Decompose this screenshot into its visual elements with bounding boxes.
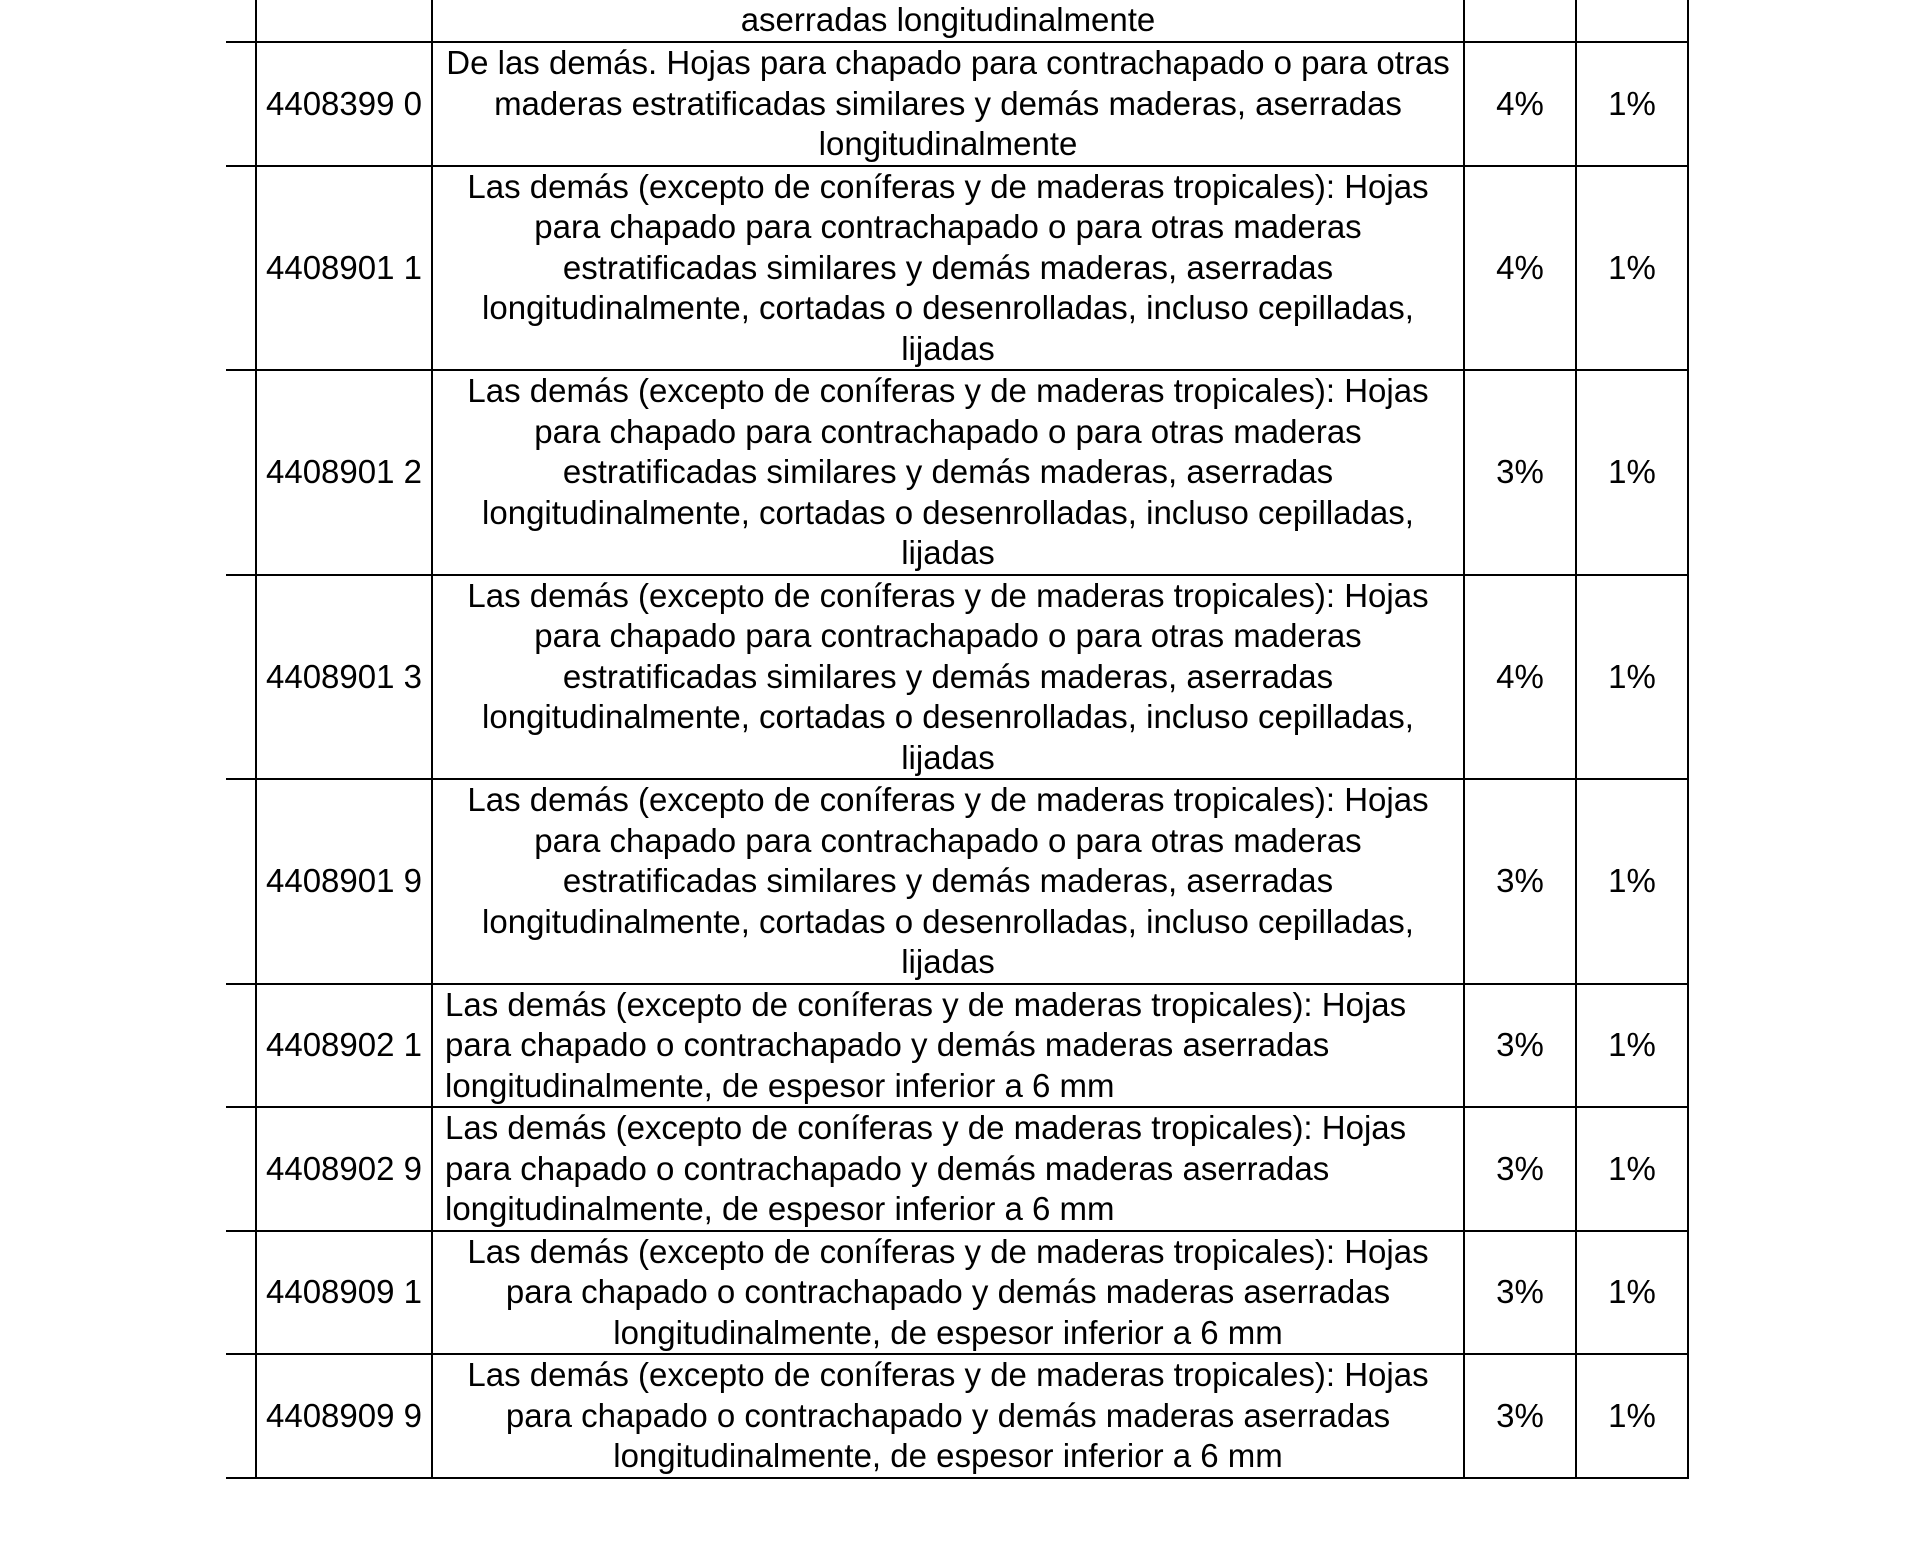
tariff-code-cell: 4408399 0 (256, 42, 432, 166)
description-cell: Las demás (excepto de coníferas y de maderas tropicales): Hojas para chapado o contrachapado y demás maderas aserradas longitudinalmente, de espesor inferior a 6 mm (432, 1231, 1464, 1355)
rate-1-cell: 3% (1464, 1107, 1576, 1231)
table-row (226, 370, 1688, 575)
rate-2-cell: 1% (1576, 575, 1688, 780)
rate-2-cell: 1% (1576, 166, 1688, 371)
rate-1-cell: 3% (1464, 370, 1576, 575)
rate-1-cell: 4% (1464, 166, 1576, 371)
rate-1-cell: 3% (1464, 779, 1576, 984)
description-cell: De las demás. Hojas para chapado para contrachapado o para otras maderas estratificadas similares y demás maderas, aserradas longitudinalmente (432, 42, 1464, 166)
rate-2-cell: 1% (1576, 779, 1688, 984)
table-row (226, 42, 1688, 166)
tariff-code-cell: 4408909 1 (256, 1231, 432, 1355)
tariff-code-cell: 4408909 9 (256, 1354, 432, 1478)
tariff-table (226, 0, 1689, 1479)
row-margin-cell (226, 0, 256, 42)
description-cell: Las demás (excepto de coníferas y de maderas tropicales): Hojas para chapado para contrachapado o para otras maderas estratificadas similares y demás maderas, aserradas longitudinalmente, cortadas o desenrolladas, incluso cepilladas, lijadas (432, 370, 1464, 575)
row-margin-cell (226, 575, 256, 780)
table-row (226, 575, 1688, 780)
table-row (226, 779, 1688, 984)
rate-1-cell: 3% (1464, 1231, 1576, 1355)
rate-1-cell: 4% (1464, 42, 1576, 166)
table-row (226, 1354, 1688, 1478)
rate-2-cell: 1% (1576, 42, 1688, 166)
rate-2-cell: 1% (1576, 1354, 1688, 1478)
table-row (226, 1107, 1688, 1231)
description-cell: Las demás (excepto de coníferas y de maderas tropicales): Hojas para chapado o contrachapado y demás maderas aserradas longitudinalmente, de espesor inferior a 6 mm (432, 1107, 1464, 1231)
tariff-code-cell: 4408901 1 (256, 166, 432, 371)
row-margin-cell (226, 1354, 256, 1478)
description-cell: Las demás (excepto de coníferas y de maderas tropicales): Hojas para chapado para contrachapado o para otras maderas estratificadas similares y demás maderas, aserradas longitudinalmente, cortadas o desenrolladas, incluso cepilladas, lijadas (432, 575, 1464, 780)
rate-2-cell: 1% (1576, 1107, 1688, 1231)
tariff-code-cell (256, 0, 432, 42)
table-row (226, 0, 1688, 42)
row-margin-cell (226, 1107, 256, 1231)
rate-1-cell: 3% (1464, 1354, 1576, 1478)
table-row (226, 166, 1688, 371)
description-cell: Las demás (excepto de coníferas y de maderas tropicales): Hojas para chapado o contrachapado y demás maderas aserradas longitudinalmente, de espesor inferior a 6 mm (432, 984, 1464, 1108)
rate-2-cell (1576, 0, 1688, 42)
description-cell: Las demás (excepto de coníferas y de maderas tropicales): Hojas para chapado para contrachapado o para otras maderas estratificadas similares y demás maderas, aserradas longitudinalmente, cortadas o desenrolladas, incluso cepilladas, lijadas (432, 779, 1464, 984)
tariff-code-cell: 4408901 2 (256, 370, 432, 575)
rate-2-cell: 1% (1576, 984, 1688, 1108)
description-cell: Las demás (excepto de coníferas y de maderas tropicales): Hojas para chapado o contrachapado y demás maderas aserradas longitudinalmente, de espesor inferior a 6 mm (432, 1354, 1464, 1478)
rate-2-cell: 1% (1576, 370, 1688, 575)
tariff-code-cell: 4408902 1 (256, 984, 432, 1108)
table-row (226, 1231, 1688, 1355)
description-cell: aserradas longitudinalmente (432, 0, 1464, 42)
tariff-code-cell: 4408901 9 (256, 779, 432, 984)
rate-1-cell: 3% (1464, 984, 1576, 1108)
description-cell: Las demás (excepto de coníferas y de maderas tropicales): Hojas para chapado para contrachapado o para otras maderas estratificadas similares y demás maderas, aserradas longitudinalmente, cortadas o desenrolladas, incluso cepilladas, lijadas (432, 166, 1464, 371)
tariff-table-body (226, 0, 1688, 1478)
row-margin-cell (226, 166, 256, 371)
rate-1-cell: 4% (1464, 575, 1576, 780)
row-margin-cell (226, 1231, 256, 1355)
row-margin-cell (226, 984, 256, 1108)
rate-1-cell (1464, 0, 1576, 42)
tariff-code-cell: 4408902 9 (256, 1107, 432, 1231)
row-margin-cell (226, 370, 256, 575)
rate-2-cell: 1% (1576, 1231, 1688, 1355)
tariff-code-cell: 4408901 3 (256, 575, 432, 780)
table-row (226, 984, 1688, 1108)
row-margin-cell (226, 779, 256, 984)
row-margin-cell (226, 42, 256, 166)
